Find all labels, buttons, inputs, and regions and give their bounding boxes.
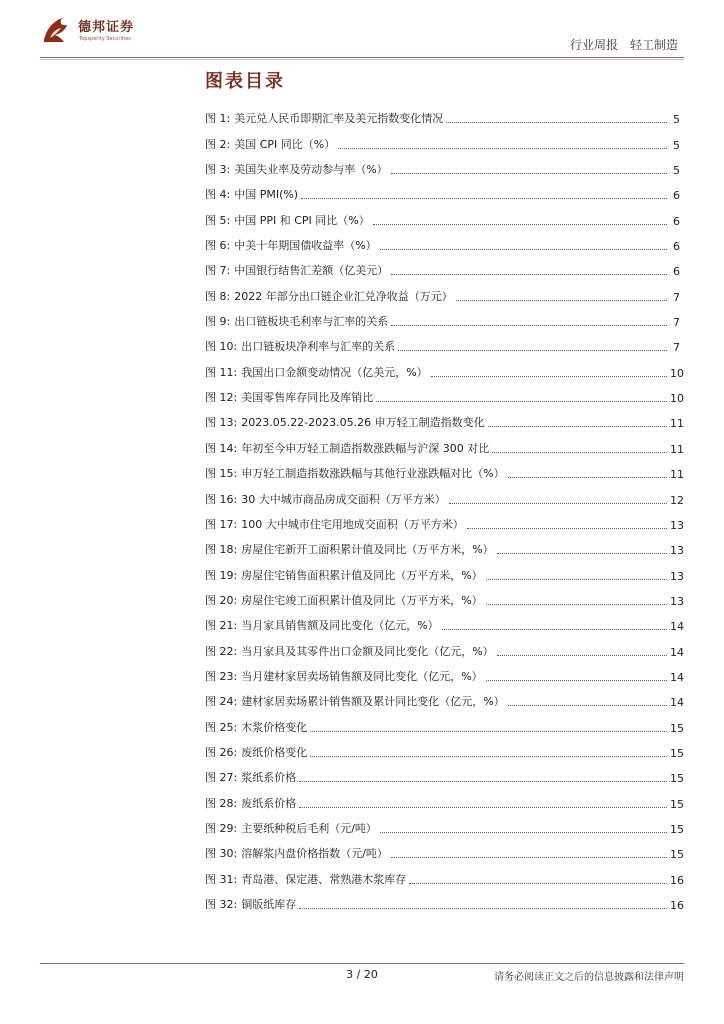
page-header <box>0 0 724 60</box>
toc-entry-title: 30 大中城市商品房成交面积（万平方米） <box>241 492 446 506</box>
toc-leader-dots <box>497 553 667 554</box>
toc-entry-page: 15 <box>670 772 684 786</box>
toc-entry[interactable] <box>205 152 680 177</box>
toc-entry-number: 图 28: <box>205 796 238 810</box>
toc-leader-dots <box>380 832 667 833</box>
toc-leader-dots <box>488 426 667 427</box>
toc-entry-number: 图 3: <box>205 163 231 177</box>
toc-leader-dots <box>398 350 667 351</box>
toc-entry-page: 16 <box>670 899 684 912</box>
toc-entry-number: 图 9: <box>205 315 231 329</box>
toc-entry-page: 6 <box>673 214 680 228</box>
toc-entry-page: 10 <box>670 366 684 380</box>
toc-entry-page: 6 <box>673 265 680 279</box>
figure-table-of-contents <box>205 101 684 912</box>
toc-entry-page: 11 <box>670 468 684 482</box>
toc-entry-title: 年初至今申万轻工制造指数涨跌幅与沪深 300 对比 <box>241 441 490 455</box>
toc-entry-number: 图 29: <box>205 821 238 835</box>
toc-entry-page: 15 <box>670 721 684 735</box>
toc-leader-dots <box>310 731 667 732</box>
toc-entry[interactable] <box>205 380 684 406</box>
toc-entry[interactable] <box>205 532 684 558</box>
toc-leader-dots <box>486 604 667 605</box>
toc-entry[interactable] <box>205 228 680 253</box>
toc-entry-title: 出口链板块毛利率与汇率的关系 <box>234 315 389 329</box>
disclaimer-note: 请务必阅读正文之后的信息披露和法律声明 <box>494 972 684 983</box>
company-logo <box>40 14 190 50</box>
toc-entry-number: 图 1: <box>205 112 231 126</box>
header-divider <box>40 57 684 58</box>
toc-entry-number: 图 32: <box>205 898 238 911</box>
toc-entry[interactable] <box>205 811 684 836</box>
toc-entry-title: 中美十年期国债收益率（%） <box>234 239 377 253</box>
logo-chinese-name: 德邦证券 <box>78 20 135 35</box>
toc-leader-dots <box>301 198 667 199</box>
toc-entry-page: 5 <box>673 113 680 127</box>
toc-entry-title: 房屋住宅竣工面积累计值及同比（万平方米，%） <box>241 593 483 607</box>
toc-entry-title: 建材家居卖场累计销售额及累计同比变化（亿元，%） <box>241 695 505 709</box>
toc-leader-dots <box>486 680 667 681</box>
toc-entry-page: 11 <box>670 417 684 431</box>
toc-entry[interactable] <box>205 887 684 912</box>
toc-entry-page: 15 <box>670 797 684 811</box>
toc-entry-page: 15 <box>670 746 684 760</box>
toc-leader-dots <box>373 224 667 225</box>
toc-entry[interactable] <box>205 608 684 634</box>
toc-entry-number: 图 5: <box>205 213 231 227</box>
toc-entry-page: 15 <box>670 822 684 836</box>
toc-entry-number: 图 13: <box>205 416 238 430</box>
toc-leader-dots <box>508 477 667 478</box>
industry-label: 轻工制造 <box>629 38 678 52</box>
toc-leader-dots <box>442 629 667 630</box>
toc-entry-page: 14 <box>670 670 684 684</box>
toc-entry[interactable] <box>205 253 680 278</box>
toc-entry[interactable] <box>205 760 684 786</box>
toc-entry[interactable] <box>205 735 684 760</box>
toc-entry-title: 中国银行结售汇差额（亿美元） <box>234 264 389 278</box>
toc-leader-dots <box>486 579 667 580</box>
toc-entry-number: 图 23: <box>205 669 238 683</box>
toc-entry-title: 木浆价格变化 <box>241 720 308 734</box>
toc-entry-number: 图 26: <box>205 745 238 759</box>
toc-entry-title: 浆纸系价格 <box>241 771 297 785</box>
toc-entry-page: 5 <box>673 138 680 152</box>
toc-leader-dots <box>446 122 667 123</box>
toc-entry-title: 废纸价格变化 <box>241 745 308 759</box>
header-labels <box>570 36 678 53</box>
toc-entry-title: 房屋住宅新开工面积累计值及同比（万平方米，%） <box>241 543 494 557</box>
header-divider-secondary <box>40 59 684 60</box>
toc-entry[interactable] <box>205 126 680 151</box>
toc-entry-number: 图 15: <box>205 467 238 481</box>
toc-entry-number: 图 7: <box>205 264 231 278</box>
toc-leader-dots <box>391 274 667 275</box>
toc-leader-dots <box>380 249 667 250</box>
toc-entry-title: 当月家具及其零件出口金额及同比变化（亿元，%） <box>241 644 494 658</box>
toc-entry-number: 图 19: <box>205 568 238 582</box>
toc-entry[interactable] <box>205 507 684 532</box>
toc-entry-page: 7 <box>673 341 680 355</box>
toc-leader-dots <box>391 325 667 326</box>
toc-entry-page: 14 <box>670 620 684 634</box>
toc-leader-dots <box>508 705 667 706</box>
toc-entry[interactable] <box>205 177 680 202</box>
toc-entry[interactable] <box>205 456 684 482</box>
toc-entry-number: 图 12: <box>205 391 238 405</box>
toc-entry[interactable] <box>205 481 684 507</box>
toc-entry[interactable] <box>205 557 684 583</box>
toc-entry[interactable] <box>205 278 680 303</box>
toc-entry-title: 当月家具销售额及同比变化（亿元，%） <box>241 619 439 633</box>
toc-entry-number: 图 4: <box>205 188 231 202</box>
toc-leader-dots <box>299 807 667 808</box>
page-number: 3 / 20 <box>346 968 378 981</box>
toc-entry-page: 7 <box>673 316 680 330</box>
toc-leader-dots <box>456 300 667 301</box>
toc-entry-title: 美国失业率及劳动参与率（%） <box>234 163 388 177</box>
toc-entry-title: 废纸系价格 <box>241 796 297 810</box>
toc-leader-dots <box>310 756 667 757</box>
toc-entry-number: 图 16: <box>205 492 238 506</box>
toc-leader-dots <box>497 655 667 656</box>
toc-entry-title: 2022 年部分出口链企业汇兑净收益（万元） <box>234 289 453 303</box>
page-title: 图表目录 <box>205 71 285 92</box>
toc-leader-dots <box>391 173 667 174</box>
toc-entry-number: 图 30: <box>205 847 238 861</box>
toc-entry-title: 青岛港、保定港、常熟港木浆库存 <box>241 872 407 886</box>
toc-entry-title: 美国零售库存同比及库销比 <box>241 391 374 405</box>
toc-entry-title: 主要纸种税后毛利（元/吨） <box>241 821 377 835</box>
logo-mark-icon <box>40 14 72 46</box>
toc-leader-dots <box>449 503 667 504</box>
toc-entry[interactable] <box>205 354 684 380</box>
toc-leader-dots <box>299 908 667 909</box>
toc-entry-page: 6 <box>673 240 680 254</box>
toc-entry-page: 7 <box>673 290 680 304</box>
toc-entry-number: 图 18: <box>205 543 238 557</box>
report-type-label: 行业周报 <box>569 38 618 52</box>
toc-entry[interactable] <box>205 583 684 608</box>
toc-entry-title: 申万轻工制造指数涨跌幅与其他行业涨跌幅对比（%） <box>241 467 505 481</box>
toc-entry-title: 铜版纸库存 <box>241 898 297 911</box>
toc-entry-page: 13 <box>670 594 684 608</box>
toc-entry-number: 图 10: <box>205 340 238 354</box>
toc-entry-title: 中国 PPI 和 CPI 同比（%） <box>234 213 370 227</box>
toc-entry-page: 10 <box>670 392 684 406</box>
toc-leader-dots <box>409 883 667 884</box>
toc-entry-number: 图 14: <box>205 441 238 455</box>
toc-entry-number: 图 6: <box>205 239 231 253</box>
toc-entry-number: 图 25: <box>205 720 238 734</box>
toc-entry-title: 溶解浆内盘价格指数（元/吨） <box>241 847 388 861</box>
toc-entry-number: 图 21: <box>205 619 238 633</box>
logo-english-name: Topsperity Securities <box>79 36 131 42</box>
toc-entry-title: 我国出口金额变动情况（亿美元，%） <box>241 365 428 379</box>
toc-entry-number: 图 8: <box>205 289 231 303</box>
toc-entry[interactable] <box>205 633 684 659</box>
toc-entry-number: 图 17: <box>205 517 238 531</box>
toc-leader-dots <box>299 781 667 782</box>
toc-entry-page: 15 <box>670 848 684 862</box>
toc-entry-page: 12 <box>670 493 684 507</box>
toc-entry-title: 当月建材家居卖场销售额及同比变化（亿元，%） <box>241 669 483 683</box>
toc-entry-page: 5 <box>673 164 680 178</box>
toc-entry-number: 图 31: <box>205 872 238 886</box>
toc-entry-page: 13 <box>670 544 684 558</box>
toc-entry[interactable] <box>205 405 684 431</box>
toc-entry[interactable] <box>205 836 684 862</box>
toc-entry[interactable] <box>205 101 680 126</box>
toc-entry-title: 房屋住宅销售面积累计值及同比（万平方米，%） <box>241 568 483 582</box>
toc-entry-number: 图 24: <box>205 695 238 709</box>
toc-entry[interactable] <box>205 709 684 735</box>
toc-entry[interactable] <box>205 785 684 811</box>
toc-entry-title: 美国 CPI 同比（%） <box>234 137 336 151</box>
toc-leader-dots <box>338 148 667 149</box>
toc-leader-dots <box>376 401 667 402</box>
toc-entry-title: 2023.05.22-2023.05.26 申万轻工制造指数变化 <box>241 416 485 430</box>
toc-entry[interactable] <box>205 430 684 456</box>
toc-entry[interactable] <box>205 861 684 887</box>
toc-entry-page: 13 <box>670 569 684 583</box>
toc-entry-title: 美元兑人民币即期汇率及美元指数变化情况 <box>234 112 444 126</box>
toc-entry[interactable] <box>205 202 680 227</box>
toc-entry[interactable] <box>205 329 680 354</box>
footer-divider <box>40 963 684 964</box>
toc-entry-number: 图 22: <box>205 644 238 658</box>
toc-entry[interactable] <box>205 304 680 329</box>
toc-entry-page: 6 <box>673 189 680 203</box>
toc-leader-dots <box>467 528 667 529</box>
toc-entry-page: 13 <box>670 518 684 532</box>
toc-entry-number: 图 27: <box>205 771 238 785</box>
toc-entry[interactable] <box>205 659 684 684</box>
toc-entry-number: 图 20: <box>205 593 238 607</box>
toc-entry-page: 11 <box>670 442 684 456</box>
toc-entry-page: 14 <box>670 645 684 659</box>
toc-entry-page: 14 <box>670 696 684 710</box>
toc-leader-dots <box>431 376 667 377</box>
toc-entry[interactable] <box>205 684 684 710</box>
toc-entry-page: 16 <box>670 873 684 887</box>
toc-leader-dots <box>391 857 667 858</box>
toc-entry-number: 图 11: <box>205 365 238 379</box>
toc-leader-dots <box>492 452 667 453</box>
toc-entry-title: 出口链板块净利率与汇率的关系 <box>241 340 396 354</box>
toc-entry-title: 中国 PMI(%) <box>234 188 299 202</box>
toc-entry-number: 图 2: <box>205 137 231 151</box>
toc-entry-title: 100 大中城市住宅用地成交面积（万平方米） <box>241 517 464 531</box>
